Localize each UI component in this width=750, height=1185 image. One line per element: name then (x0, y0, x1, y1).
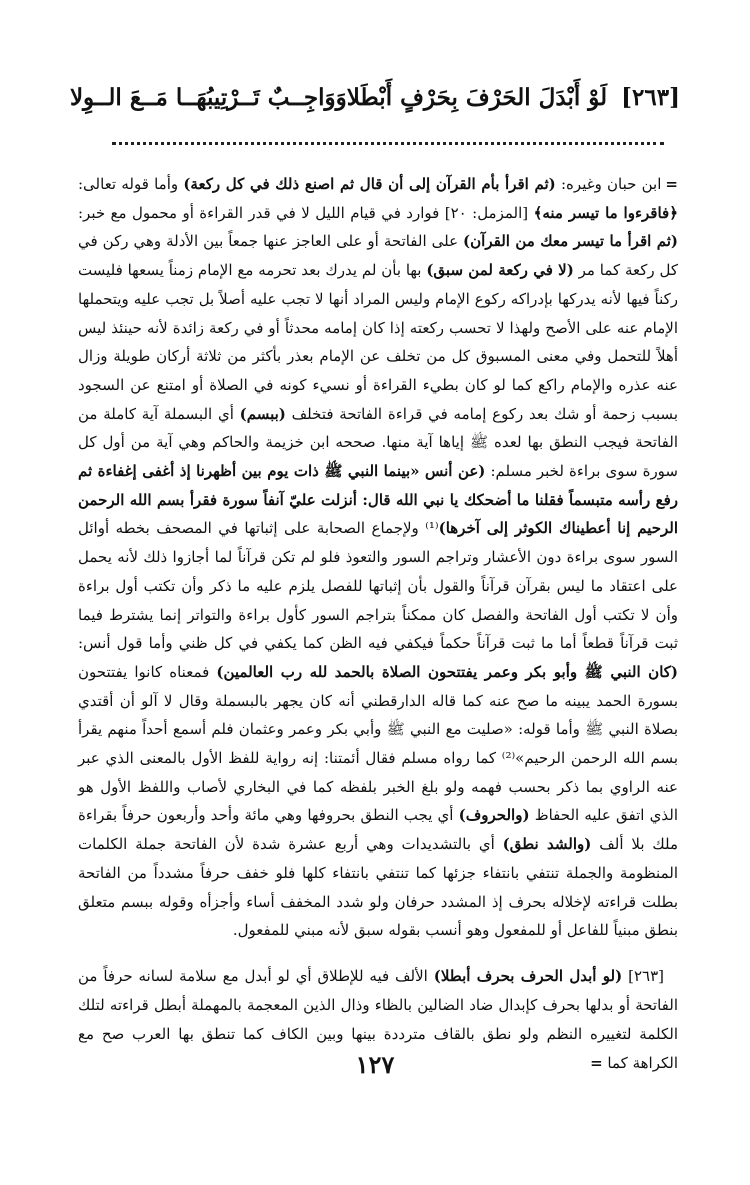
commentary-run: بها بأن لم يدرك بعد تحرمه مع الإمام زمناً يسعها فليست ركناً فيها لأنه يدركها بإدراكه ركوع الإمام وليس المراد أنها لا تجب عليه أصلاً بل تجب عليه ويتحملها الإمام عنه على الأصح ولهذا لا تحسب ركعته إذا كان إمامه محدثاً أو في ركعة زائدة لأنه حينئذ ليس أهلاً للتحمل وفي معنى المسبوق كل من تخلف عن الإمام بعذر بأكثر من ثلاثة أركان طويلة وزال عنه عذره والإمام راكع كما لو كان بطيء القراءة أو نسيء كونه في الصلاة أو امتنع عن السجود بسبب زحمة أو شك بعد ركوع إمامه في قراءة الفاتحة فتخلف (78, 261, 678, 423)
matn-quote: (والحروف) (458, 806, 530, 825)
quoted-hadith: (ثم اقرأ بأم القرآن إلى أن قال ثم اصنع ذلك في كل ركعة) (183, 175, 556, 193)
verse-first-hemistich (347, 84, 680, 111)
matn-quote: (لو أبدل الحرف بحرف أبطلا) (433, 967, 623, 985)
commentary-run: ابن حبان وغيره: (555, 175, 662, 193)
commentary-run: ⁽¹⁾ ولإجماع الصحابة على إثباتها في المصحف بخطه أوائل السور سوى براءة دون الأعشار وتراجم السور والتعوذ فلو لم تكن قرآناً لما أجازوا ذلك لأنه يحمل على اعتقاد ما ليس بقرآن قرآناً والقول بأن إثباتها للفصل يلزم عليه ما ذكر وأن تكتب أول براءة وأن لا تكتب أول الفاتحة والفصل كان ممكناً بتراجم السور كأول براءة والتواتر إنما يشترط فيما ثبت قرآناً قطعاً أما ما ثبت قرآناً حكماً فيكفي فيه الظن كما يكفي في كل ظني وأما قول أنس: (78, 519, 678, 653)
commentary-run: أي يجب النطق بحروفها وهي مائة وأحد وأربعون حرفاً بقراءة ملك بلا ألف (78, 806, 678, 854)
continuation-marker: = (665, 175, 678, 193)
quoted-hadith: (ثم اقرأ ما تيسر معك من القرآن) (463, 232, 678, 251)
commentary-run: على الفاتحة أو على العاجز عنها جمعاً بين الأدلة وهي ركن في كل ركعة كما مر (78, 232, 678, 280)
commentary-text (78, 170, 678, 945)
quoted-hadith: (عن أنس «بينما النبي ﷺ ذات يوم بين أظهرنا إذ أغفى إغفاءة ثم رفع رأسه متبسماً فقلنا ما أضحكك يا نبي الله قال: أنزلت عليّ آنفاً سورة فقرأ بسم الله الرحمن الرحيم إنا أعطيناك الكوثر إلى آخرها) (78, 462, 679, 538)
verse-number: [٢٦٣] (621, 84, 680, 111)
page-number: ١٢٧ (355, 1050, 395, 1079)
commentary-run: الألف فيه للإطلاق أي لو أبدل مع سلامة لسانه حرفاً من الفاتحة أو بدلها بحرف كإبدال ضاد الضالين بالظاء وذال الذين المعجمة بالمهملة أبطل قراءته لتلك الكلمة لتغييره النظم ولو نطق بالقاف مترددة بينها وبين الكاف كما تنطق بها العرب صح مع الكراهة كما (78, 967, 678, 1072)
matn-quote: (ببسم) (239, 404, 286, 423)
quran-quote: ﴿فاقرءوا ما تيسر منه﴾ (533, 203, 679, 222)
commentary-run: فمعناه كانوا يفتتحون بسورة الحمد يبينه ما صح عنه كما قاله الدارقطني أنه كان يجهر بالبسملة وقال لا آلو أن أقتدي بصلاة النبي ﷺ وأما قوله: «صليت مع النبي ﷺ وأبي بكر وعمر وعثمان فلم أسمع أحداً منهم يقرأ بسم الله الرحمن الرحيم»⁽²⁾ كما رواه مسلم فقال أئمتنا: إنه رواية للفظ الأول بالمعنى الذي عبر عنه الراوي بما ذكر بحسب فهمه ولو بلغ الخبر بلفظه كما في البخاري لأصاب واللفظ الأول هو الذي اتفق عليه الحفاظ (78, 662, 679, 825)
verse-line (69, 84, 680, 111)
verse-second-hemistich: وَوَاجِــبٌ تَــرْتِيبُهَــا مَــعَ الــوِلا (69, 84, 347, 111)
matn-quote: (لا في ركعة لمن سبق) (426, 261, 574, 280)
dotted-separator (112, 142, 664, 145)
continuation-marker: = (590, 1054, 603, 1072)
commentary-run: أي بالتشديدات وهي أربع عشرة شدة لأن الفاتحة جملة الكلمات المنظومة والجملة تنتفي بانتفاء جزئها كما تنتفي بانتفاء كلها فلو خفف حرفاً مشدداً من الفاتحة بطلت قراءته لإخلاله بحرف إذ المشدد حرفان ولو شدد المخفف أساء وأجزأه وقوله ببسم متعلق بنطق مبنياً للفاعل أو للمفعول وهو أنسب بقوله سبق لأنه مبني للمفعول. (78, 835, 678, 940)
quoted-hadith: (كان النبي ﷺ وأبو بكر وعمر يفتتحون الصلاة بالحمد لله رب العالمين) (216, 662, 679, 681)
commentary-run: [المزمل: ٢٠] فوارد في قيام الليل لا في قدر القراءة أو محمول مع خبر: (78, 203, 534, 222)
commentary-run: وأما قوله تعالى: (78, 175, 184, 193)
verse-first-text: لَوْ أَبْدَلَ الحَرْفَ بِحَرْفٍ أَبْطَلا (346, 84, 608, 111)
commentary-paragraph (78, 170, 678, 945)
matn-quote: (والشد نطق) (502, 835, 592, 854)
section-number: [٢٦٣] (622, 967, 664, 985)
commentary-run: أي البسملة آية كاملة من الفاتحة فيجب النطق بها لعده ﷺ إياها آية منها. صححه ابن خزيمة والحاكم وهي آية من أول كل سورة سوى براءة لخبر مسلم: (78, 404, 679, 481)
